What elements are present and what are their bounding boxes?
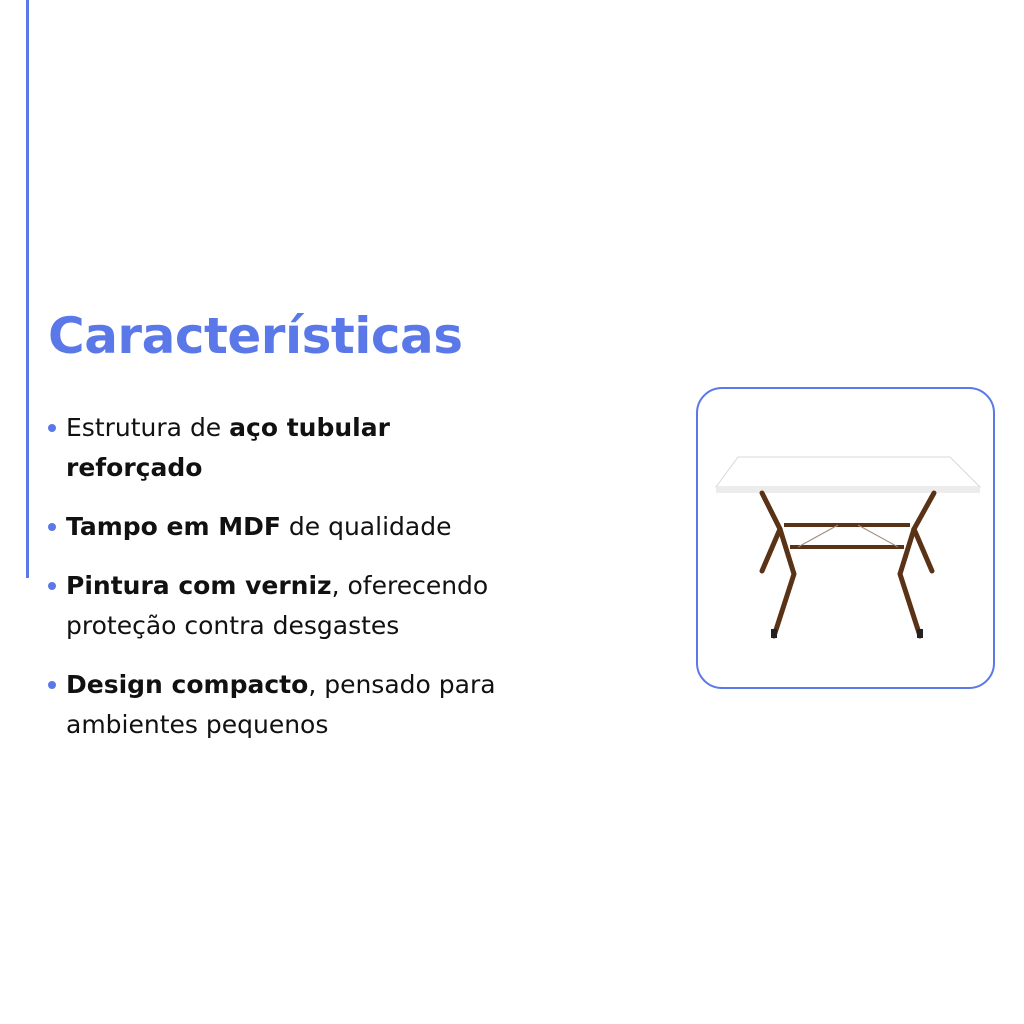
feature-highlight: aço tubular reforçado <box>66 413 390 482</box>
bullet-icon <box>48 582 56 590</box>
feature-list <box>48 408 528 764</box>
feature-text: de qualidade <box>280 512 452 541</box>
table-icon <box>698 389 992 686</box>
feature-item-top <box>48 507 528 547</box>
product-image-frame <box>696 387 995 689</box>
page-title: Características <box>48 307 463 365</box>
feature-text: , pensado para ambientes pequenos <box>66 670 496 739</box>
feature-item-paint <box>48 566 528 646</box>
bullet-icon <box>48 523 56 531</box>
feature-item-design <box>48 665 528 745</box>
feature-text: Estrutura de <box>66 413 230 442</box>
bullet-icon <box>48 424 56 432</box>
feature-highlight: Pintura com verniz <box>66 571 332 600</box>
feature-item-structure <box>48 408 528 488</box>
feature-highlight: Design compacto <box>66 670 309 699</box>
accent-line <box>26 0 29 578</box>
bullet-icon <box>48 681 56 689</box>
feature-text: , oferecendo proteção contra desgastes <box>66 571 489 640</box>
feature-highlight: Tampo em MDF <box>66 512 281 541</box>
